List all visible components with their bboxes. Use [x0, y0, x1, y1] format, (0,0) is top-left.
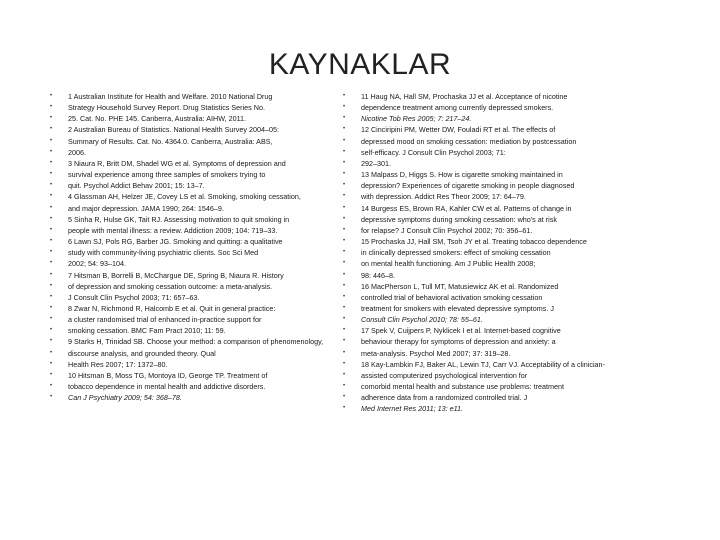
- reference-line: • Summary of Results. Cat. No. 4364.0. Canberra, Australia: ABS,: [50, 136, 350, 147]
- reference-list-left: [50, 91, 350, 403]
- reference-line: • 11 Haug NA, Hall SM, Prochaska JJ et al. Acceptance of nicotine: [343, 91, 643, 102]
- reference-line: • 2 Australian Bureau of Statistics. National Health Survey 2004–05:: [50, 124, 350, 135]
- reference-line: • Strategy Household Survey Report. Drug Statistics Series No.: [50, 102, 350, 113]
- reference-line: • 98: 446–8.: [343, 270, 643, 281]
- reference-line: • 13 Malpass D, Higgs S. How is cigarette smoking maintained in: [343, 169, 643, 180]
- reference-line: • controlled trial of behavioral activation smoking cessation: [343, 292, 643, 303]
- page-title: KAYNAKLAR: [268, 48, 452, 81]
- reference-line: • 7 Hitsman B, Borrelli B, McChargue DE, Spring B, Niaura R. History: [50, 270, 350, 281]
- reference-line: • 16 MacPherson L, Tull MT, Matusiewicz AK et al. Randomized: [343, 281, 643, 292]
- reference-line: • behaviour therapy for symptoms of depression and anxiety: a: [343, 336, 643, 347]
- reference-line: • for relapse? J Consult Clin Psychol 2002; 70: 356–61.: [343, 225, 643, 236]
- reference-line: • 4 Glassman AH, Helzer JE, Covey LS et al. Smoking, smoking cessation,: [50, 191, 350, 202]
- reference-line: • 8 Zwar N, Richmond R, Halcomb E et al. Quit in general practice:: [50, 303, 350, 314]
- reference-line: • 10 Hitsman B, Moss TG, Montoya ID, George TP. Treatment of: [50, 370, 350, 381]
- reference-line: • discourse analysis, and grounded theory. Qual: [50, 348, 350, 359]
- reference-line: • study with community-living psychiatric clients. Soc Sci Med: [50, 247, 350, 258]
- reference-line: • Med Internet Res 2011; 13: e11.: [343, 403, 643, 414]
- reference-line: • in clinically depressed smokers: effect of smoking cessation: [343, 247, 643, 258]
- reference-line: • 6 Lawn SJ, Pols RG, Barber JG. Smoking and quitting: a qualitative: [50, 236, 350, 247]
- reference-line: • 15 Prochaska JJ, Hall SM, Tsoh JY et al. Treating tobacco dependence: [343, 236, 643, 247]
- reference-line: • survival experience among three samples of smokers trying to: [50, 169, 350, 180]
- reference-line: • and major depression. JAMA 1990; 264: 1546–9.: [50, 203, 350, 214]
- reference-line: • comorbid mental health and substance use problems: treatment: [343, 381, 643, 392]
- reference-line: • of depression and smoking cessation outcome: a meta-analysis.: [50, 281, 350, 292]
- reference-line: • depression? Experiences of cigarette smoking in people diagnosed: [343, 180, 643, 191]
- reference-line: • a cluster randomised trial of enhanced in-practice support for: [50, 314, 350, 325]
- reference-line: • 25. Cat. No. PHE 145. Canberra, Australia: AIHW, 2011.: [50, 113, 350, 124]
- reference-line: • 5 Sinha R, Hulse GK, Tait RJ. Assessing motivation to quit smoking in: [50, 214, 350, 225]
- reference-line: • on mental health functioning. Am J Public Health 2008;: [343, 258, 643, 269]
- reference-line: • quit. Psychol Addict Behav 2001; 15: 13–7.: [50, 180, 350, 191]
- reference-line: • self-efficacy. J Consult Clin Psychol 2003; 71:: [343, 147, 643, 158]
- reference-line: • with depression. Addict Res Theor 2009; 17: 64–79.: [343, 191, 643, 202]
- reference-line: • 3 Niaura R, Britt DM, Shadel WG et al. Symptoms of depression and: [50, 158, 350, 169]
- reference-line: • Consult Clin Psychol 2010; 78: 55–61.: [343, 314, 643, 325]
- reference-line: • 2002; 54: 93–104.: [50, 258, 350, 269]
- reference-line: • 17 Spek V, Cuijpers P, Nyklicek I et al. Internet-based cognitive: [343, 325, 643, 336]
- reference-line: • J Consult Clin Psychol 2003; 71: 657–63.: [50, 292, 350, 303]
- reference-line: • depressive symptoms during smoking cessation: who's at risk: [343, 214, 643, 225]
- reference-line: • 1 Australian Institute for Health and Welfare. 2010 National Drug: [50, 91, 350, 102]
- reference-list-right: [343, 91, 643, 415]
- reference-line: • people with mental illness: a review. Addiction 2009; 104: 719–33.: [50, 225, 350, 236]
- reference-line: • tobacco dependence in mental health and addictive disorders.: [50, 381, 350, 392]
- reference-line: • 18 Kay-Lambkin FJ, Baker AL, Lewin TJ, Carr VJ. Acceptability of a clinician-: [343, 359, 643, 370]
- reference-line: • dependence treatment among currently depressed smokers.: [343, 102, 643, 113]
- reference-line: • assisted computerized psychological intervention for: [343, 370, 643, 381]
- reference-line: • 2006.: [50, 147, 350, 158]
- reference-line: • treatment for smokers with elevated depressive symptoms. J: [343, 303, 643, 314]
- reference-line: • 12 Cinciripini PM, Wetter DW, Fouladi RT et al. The effects of: [343, 124, 643, 135]
- reference-line: • 14 Burgess ES, Brown RA, Kahler CW et al. Patterns of change in: [343, 203, 643, 214]
- reference-line: • smoking cessation. BMC Fam Pract 2010; 11: 59.: [50, 325, 350, 336]
- reference-line: • Nicotine Tob Res 2005; 7: 217–24.: [343, 113, 643, 124]
- reference-line: • adherence data from a randomized controlled trial. J: [343, 392, 643, 403]
- reference-line: • Can J Psychiatry 2009; 54: 368–78.: [50, 392, 350, 403]
- reference-line: • Health Res 2007; 17: 1372–80.: [50, 359, 350, 370]
- reference-line: • 292–301.: [343, 158, 643, 169]
- reference-line: • meta-analysis. Psychol Med 2007; 37: 319–28.: [343, 348, 643, 359]
- reference-line: • 9 Starks H, Trinidad SB. Choose your method: a comparison of phenomenology,: [50, 336, 350, 347]
- reference-line: • depressed mood on smoking cessation: mediation by postcessation: [343, 136, 643, 147]
